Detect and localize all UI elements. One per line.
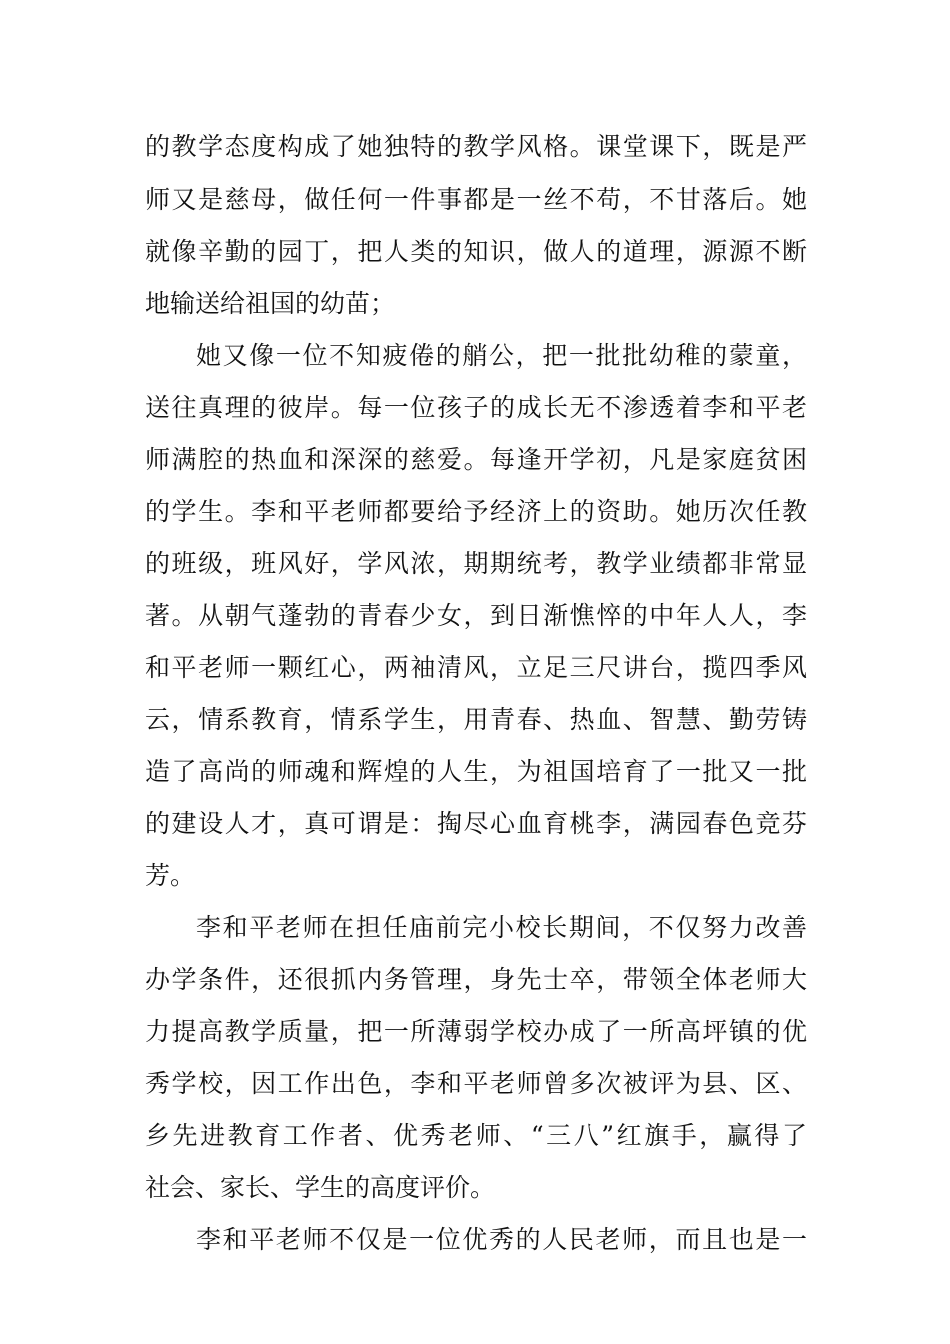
text-line: 乡先进教育工作者、优秀老师、“三八”红旗手，赢得了 bbox=[145, 1121, 807, 1150]
text-line: 的建设人才，真可谓是：掏尽心血育桃李，满园春色竞芬 bbox=[145, 809, 807, 838]
text-line: 送往真理的彼岸。每一位孩子的成长无不渗透着李和平老 bbox=[145, 393, 807, 422]
paragraph-first-line: 李和平老师在担任庙前完小校长期间，不仅努力改善 bbox=[196, 913, 807, 942]
text-line: 办学条件，还很抓内务管理，身先士卒，带领全体老师大 bbox=[145, 965, 807, 994]
text-line: 地输送给祖国的幼苗； bbox=[145, 289, 396, 318]
text-line: 社会、家长、学生的高度评价。 bbox=[145, 1173, 496, 1202]
text-line: 和平老师一颗红心，两袖清风，立足三尺讲台，揽四季风 bbox=[145, 653, 807, 682]
text-line: 力提高教学质量，把一所薄弱学校办成了一所高坪镇的优 bbox=[145, 1017, 807, 1046]
text-line: 师满腔的热血和深深的慈爱。每逢开学初，凡是家庭贫困 bbox=[145, 445, 807, 474]
text-line: 的班级，班风好，学风浓，期期统考，教学业绩都非常显 bbox=[145, 549, 807, 578]
paragraph-first-line: 她又像一位不知疲倦的艄公，把一批批幼稚的蒙童， bbox=[196, 341, 807, 370]
text-line: 秀学校，因工作出色，李和平老师曾多次被评为县、区、 bbox=[145, 1069, 807, 1098]
text-line: 著。从朝气蓬勃的青春少女，到日渐憔悴的中年人人，李 bbox=[145, 601, 807, 630]
text-line: 造了高尚的师魂和辉煌的人生，为祖国培育了一批又一批 bbox=[145, 757, 807, 786]
text-line: 芳。 bbox=[145, 861, 196, 890]
paragraph-first-line: 李和平老师不仅是一位优秀的人民老师，而且也是一 bbox=[196, 1225, 807, 1254]
text-line: 云，情系教育，情系学生，用青春、热血、智慧、勤劳铸 bbox=[145, 705, 807, 734]
text-line: 师又是慈母，做任何一件事都是一丝不苟，不甘落后。她 bbox=[145, 185, 807, 214]
text-line: 的学生。李和平老师都要给予经济上的资助。她历次任教 bbox=[145, 497, 807, 526]
text-line: 的教学态度构成了她独特的教学风格。课堂课下，既是严 bbox=[145, 132, 807, 161]
text-line: 就像辛勤的园丁，把人类的知识，做人的道理，源源不断 bbox=[145, 237, 807, 266]
